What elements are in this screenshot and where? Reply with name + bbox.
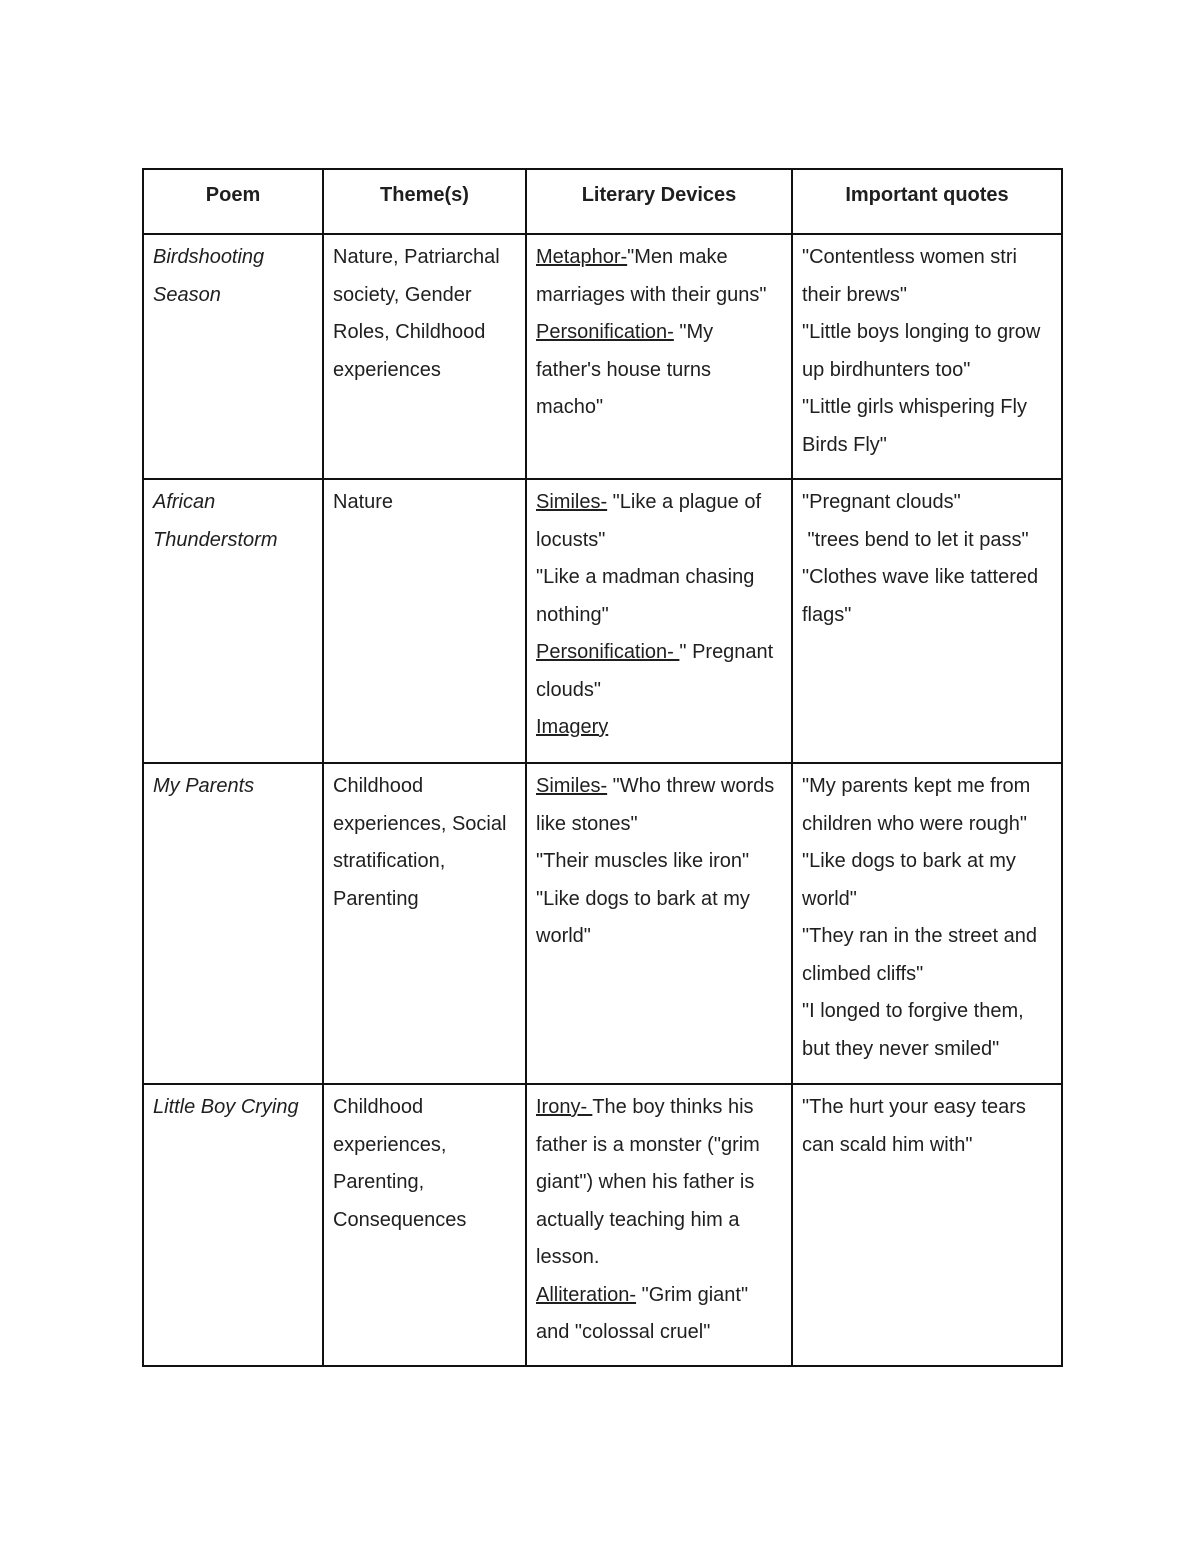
table-row — [143, 763, 1062, 1084]
header-poem: Poem — [143, 169, 323, 234]
quotes-cell — [792, 234, 1062, 479]
header-important-quotes: Important quotes — [792, 169, 1062, 234]
table-row — [143, 234, 1062, 479]
device-text: "Men make marriages with their guns" — [536, 246, 767, 306]
poem-title-cell: My Parents — [143, 763, 323, 1084]
device-text: The boy thinks his father is a monster ("grim giant") when his father is actually teaching him a lesson. — [536, 1096, 760, 1268]
themes-cell: Nature — [323, 479, 526, 763]
device-text: " Pregnant clouds" — [536, 641, 774, 701]
devices-cell — [526, 234, 792, 479]
device-text: "Their muscles like iron" — [536, 850, 750, 872]
table-header-row — [143, 169, 1062, 234]
device-text: "Like a madman chasing nothing" — [536, 566, 755, 626]
quote-line: "Contentless women stri their brews" — [802, 246, 1017, 306]
header-themes: Theme(s) — [323, 169, 526, 234]
device-name: Alliteration- — [536, 1283, 637, 1306]
quote-line: "trees bend to let it pass" — [802, 528, 1029, 551]
device-name: Irony- — [536, 1096, 593, 1118]
device-name: Imagery — [536, 716, 609, 738]
device-name: Similes- — [536, 491, 608, 513]
quote-line: "The hurt your easy tears can scald him with" — [802, 1096, 1026, 1156]
device-name: Personification- — [536, 321, 674, 343]
poem-analysis-table — [142, 168, 1063, 1367]
device-text: "Like a plague of locusts" — [536, 491, 762, 551]
device-name: Similes- — [536, 775, 608, 797]
device-text: "Grim giant" and "colossal cruel" — [536, 1283, 749, 1343]
devices-cell — [526, 1084, 792, 1366]
device-name: Personification- — [536, 641, 680, 663]
device-name: Metaphor- — [536, 246, 628, 268]
devices-cell — [526, 763, 792, 1084]
quotes-cell — [792, 763, 1062, 1084]
themes-cell: Nature, Patriarchal society, Gender Roles, Childhood experiences — [323, 234, 526, 479]
quotes-cell — [792, 1084, 1062, 1366]
table-row — [143, 479, 1062, 763]
quote-line: "Like dogs to bark at my world" — [802, 850, 1016, 910]
device-text: "Who threw words like stones" — [536, 775, 775, 835]
devices-cell — [526, 479, 792, 763]
themes-cell: Childhood experiences, Parenting, Consequences — [323, 1084, 526, 1366]
quote-line: "Little boys longing to grow up birdhunters too" — [802, 321, 1041, 381]
poem-title-cell: Little Boy Crying — [143, 1084, 323, 1366]
quote-line: "Little girls whispering Fly Birds Fly" — [802, 396, 1027, 456]
quote-line: "My parents kept me from children who were rough" — [802, 775, 1031, 835]
quotes-cell — [792, 479, 1062, 763]
device-text: "My father's house turns macho" — [536, 321, 714, 418]
table-row — [143, 1084, 1062, 1366]
quote-line: "Clothes wave like tattered flags" — [802, 566, 1039, 626]
poem-title-cell: Birdshooting Season — [143, 234, 323, 479]
quote-line: "They ran in the street and climbed cliffs" — [802, 925, 1038, 985]
header-literary-devices: Literary Devices — [526, 169, 792, 234]
poem-title-cell: African Thunderstorm — [143, 479, 323, 763]
themes-cell: Childhood experiences, Social stratification, Parenting — [323, 763, 526, 1084]
quote-line: "Pregnant clouds" — [802, 491, 961, 513]
device-text: "Like dogs to bark at my world" — [536, 887, 750, 947]
quote-line: "I longed to forgive them, but they never smiled" — [802, 1000, 1024, 1060]
